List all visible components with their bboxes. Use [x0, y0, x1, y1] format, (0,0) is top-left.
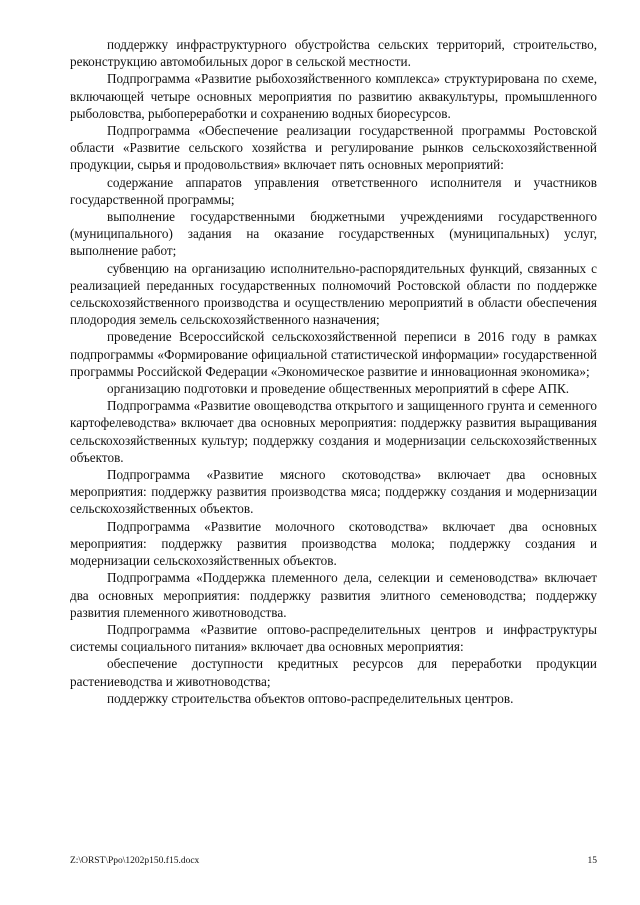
paragraph: обеспечение доступности кредитных ресурсов для переработки продукции растениеводства и животноводства;	[70, 656, 597, 689]
paragraph: субвенцию на организацию исполнительно-распорядительных функций, связанных с реализацией переданных государственных полномочий Ростовской области по поддержке сельскохозяйственного производства и осуществлению мероприятий в области обеспечения плодородия земель сельскохозяйственного назначения;	[70, 260, 597, 328]
paragraph: Подпрограмма «Поддержка племенного дела, селекции и семеноводства» включает два основных мероприятия: поддержку развития элитного семеноводства; поддержку развития племенного животноводства.	[70, 570, 597, 620]
paragraph: Подпрограмма «Развитие овощеводства открытого и защищенного грунта и семенного картофелеводства» включает два основных мероприятия: поддержку развития выращивания сельскохозяйственных культур; поддержку создания и модернизации сельскохозяйственных объектов.	[70, 398, 597, 465]
paragraph: Подпрограмма «Развитие мясного скотоводства» включает два основных мероприятия: поддержку развития производства мяса; поддержку создания и модернизации сельскохозяйственных объектов.	[70, 467, 597, 517]
page-number: 15	[587, 856, 597, 866]
paragraph: Подпрограмма «Обеспечение реализации государственной программы Ростовской области «Развитие сельского хозяйства и регулирование рынков сельскохозяйственной продукции, сырья и продовольствия» включает пять основных мероприятий:	[70, 123, 597, 173]
paragraph: Подпрограмма «Развитие оптово-распределительных центров и инфраструктуры системы социального питания» включает два основных мероприятия:	[70, 621, 597, 655]
paragraph: организацию подготовки и проведение общественных мероприятий в сфере АПК.	[107, 381, 570, 397]
document-body	[70, 36, 597, 707]
paragraph: содержание аппаратов управления ответственного исполнителя и участников государственной программы;	[70, 174, 597, 207]
paragraph: поддержку инфраструктурного обустройства сельских территорий, строительство, реконструкцию автомобильных дорог в сельской местности.	[70, 37, 597, 70]
footer-file-path: Z:\ORST\Ppo\1202p150.f15.docx	[70, 856, 200, 866]
paragraph: проведение Всероссийской сельскохозяйственной переписи в 2016 году в рамках подпрограммы «Формирование официальной статистической информации» государственной программы Российской Федерации «Экономическое развитие и инновационная экономика»;	[70, 329, 597, 379]
paragraph: выполнение государственными бюджетными учреждениями государственного (муниципального) задания на оказание государственных (муниципальных) услуг, выполнение работ;	[70, 209, 597, 259]
paragraph: поддержку строительства объектов оптово-распределительных центров.	[107, 690, 514, 706]
paragraph: Подпрограмма «Развитие молочного скотоводства» включает два основных мероприятия: поддержку развития производства молока; поддержку создания и модернизации сельскохозяйственных объектов.	[70, 518, 597, 569]
paragraph: Подпрограмма «Развитие рыбохозяйственного комплекса» структурирована по схеме, включающей четыре основных мероприятия по развитию аквакультуры, промышленного рыболовства, рыбопереработки и сохранению водных биоресурсов.	[70, 71, 597, 121]
